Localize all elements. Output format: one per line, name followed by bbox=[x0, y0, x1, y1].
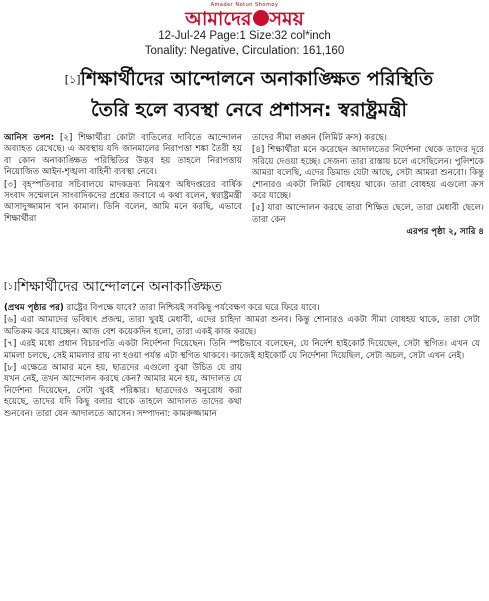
headline-marker: [১] bbox=[64, 73, 81, 86]
logo-text-part2: সময় bbox=[269, 8, 304, 30]
article-paragraph: [৬] এরা আমাদের ভবিষ্যৎ প্রজন্ম, তারা খুবই মেধাবী, এদের চাহিদা আমরা শুনব। কিন্তু শোনারও একটা সীমা বোধহয় থাকে, তারা সেটা অতিক্রম করে যাচ্ছেন। আজ বেশ কয়েকদিন হলো, তারা একই কাজ করছে। bbox=[4, 315, 480, 337]
article-paragraph: [৫] যারা আন্দোলন করছে তারা শিক্ষিত ছেলে, তারা মেধাবী ছেলে। তারা কেন bbox=[252, 203, 484, 225]
clipping-date-info: 12-Jul-24 Page:1 Size:32 col*inch bbox=[158, 30, 331, 42]
article-paragraph: [৩] বৃহস্পতিবার সচিবালয়ে মাদকদ্রব্য নিয়ন্ত্রণ অধিদপ্তরের বার্ষিক সংবাদ সম্মেলনে সাংবাদিকদের প্রশ্নের জবাবে এ কথা বলেন, স্বরাষ্ট্রমন্ত্রী আসাদুজ্জামান খান কামাল। তিনি বলেন, আমি মনে করছি, এভাবে শিক্ষার্থীরা bbox=[4, 179, 242, 224]
continuation-prefix: (প্রথম পৃষ্ঠার পর) bbox=[4, 303, 64, 313]
article-paragraph: তাদের সীমা লঙ্ঘন (লিমিট ক্রস) করছে। bbox=[252, 133, 388, 143]
logo-text-part1: আমাদের bbox=[185, 8, 252, 30]
logo-seal-icon bbox=[253, 10, 269, 26]
continuation-marker: [১] bbox=[4, 282, 17, 292]
article-headline bbox=[20, 64, 478, 126]
article-column-2 bbox=[252, 133, 484, 239]
article-paragraph: [৭] এরই মধ্যে প্রধান বিচারপতি একটা নির্দেশনা দিয়েছেন। তিনি স্পষ্টভাবে বলেছেন, যে নির্দেশ হাইকোর্ট দিয়েছেন, সেটা স্থগিত। এখন যে মামলা চলছে, সেই মামলার রায় না হওয়া পর্যন্ত এটা স্থগিত থাকবে। কাজেই হাইকোর্ট যে নির্দেশনা দিয়েছিল, সেটা অচল, সেটা এখন নেই। bbox=[4, 339, 480, 361]
continuation-headline: [১]শিক্ষার্থীদের আন্দোলনে অনাকাঙ্ক্ষিত bbox=[4, 279, 223, 295]
clipping-tonality-info: Tonality: Negative, Circulation: 161,160 bbox=[144, 45, 345, 57]
continuation-body bbox=[4, 303, 480, 421]
article-paragraph: আনিস তপন: [২] শিক্ষার্থীরা কোটা বাতিলের দাবিতে আন্দোলন অব্যাহত রেখেছে। এ অবস্থায় যদি জানমালের নিরাপত্তা শঙ্কা তৈরী হয় বা কোন অনাকাঙ্ক্ষিত পরিস্থিতির উদ্ভব হয় তাহলে নিরাপত্তায় নিয়োজিত আইন-শৃঙ্খলা বাহিনী ব্যবস্থা নেবে। bbox=[4, 133, 242, 178]
article-paragraph: [৮] এক্ষেত্রে আমার মনে হয়, ছাত্রদের এগুলো বুঝা উচিত যে রায় যখন নেই, তখন আন্দোলন করছে কেন? আমার মনে হয়, আদালত যে নির্দেশনা দিয়েছেন, সেটা খুবই পরিষ্কার। ছাত্রদেরও অনুরোধ করা হয়েছে, তাদের যদি কিছু বলার থাকে তাহলে আদালত তাদের কথা শুনবেন। তারা যেন আদালতে আসেন। সম্পাদনা: কামরুজ্জামান bbox=[4, 363, 242, 419]
masthead-tagline: Amader Notun Shomoy bbox=[210, 2, 279, 8]
article-paragraph: (প্রথম পৃষ্ঠার পর) রাষ্ট্রের বিপক্ষে যাবে? তারা নিশ্চিয়ই সবকিছু পর্যবেক্ষণ করে ঘরে ফিরে যাবে। bbox=[4, 303, 320, 313]
newspaper-logo bbox=[0, 8, 489, 30]
masthead bbox=[0, 2, 489, 30]
headline-line-2: তৈরি হলে ব্যবস্থা নেবে প্রশাসন: স্বরাষ্ট্রমন্ত্রী bbox=[91, 99, 407, 121]
byline: আনিস তপন: bbox=[4, 133, 55, 143]
headline-line-1: শিক্ষার্থীদের আন্দোলনে অনাকাঙ্ক্ষিত পরিস্থিতি bbox=[80, 68, 434, 90]
article-paragraph: [৪] শিক্ষার্থীরা মনে করেছেন আদালতের নির্দেশনা থেকে তাদের দূরে সরিয়ে দেওয়া হচ্ছে। সেজন্য তারা রাস্তায় চলে এসেছিলেন। পুলিশকে আমরা বলেছি, এদের ডিমান্ড যেটা আছে, সেটা আমরা শুনবো। কিন্তু শোনারও একটা লিমিট বোধহয় থাকে। তারা বোধহয় এগুলো ক্রস করে যাচ্ছে। bbox=[252, 145, 484, 202]
article-column-1 bbox=[4, 133, 242, 226]
continued-marker: এরপর পৃষ্ঠা ২, সারি ৪ bbox=[406, 227, 484, 238]
